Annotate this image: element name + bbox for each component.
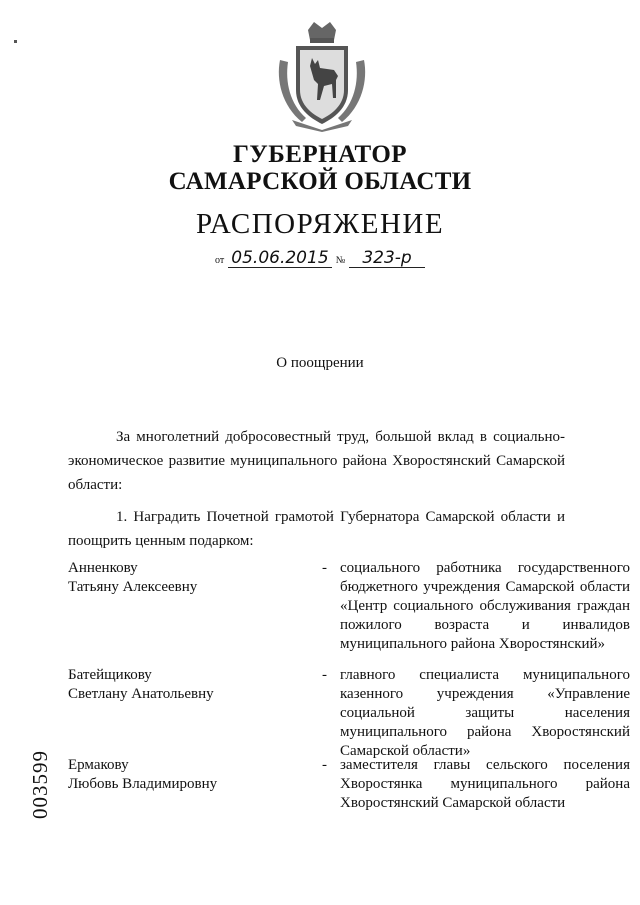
document-type: РАСПОРЯЖЕНИЕ <box>195 208 445 240</box>
dash-separator: - <box>322 667 327 683</box>
awardee-name <box>68 559 248 597</box>
awardee-position: главного специалиста муниципального казенного учреждения «Управление социальной защиты населения муниципального района Хворостянский Самарской области» <box>340 667 630 759</box>
document-subject: О поощрении <box>276 355 364 371</box>
dash-separator: - <box>322 757 327 773</box>
intro-paragraph: За многолетний добросовестный труд, большой вклад в социально-экономическое развитие муниципального района Хворостянский Самарской области: <box>68 429 565 493</box>
awardee-surname: Батейщикову <box>68 667 152 683</box>
coat-of-arms-emblem <box>276 20 368 132</box>
awardee-given-names: Светлану Анатольевну <box>68 686 214 702</box>
region-title: САМАРСКОЙ ОБЛАСТИ <box>168 168 472 195</box>
document-number: 323-р <box>349 249 425 268</box>
governor-title: ГУБЕРНАТОР <box>232 141 408 168</box>
date-prefix: от <box>214 255 225 266</box>
item-1-paragraph: 1. Наградить Почетной грамотой Губернатора Самарской области и поощрить ценным подарком: <box>68 509 565 549</box>
dash-separator: - <box>322 560 327 576</box>
serial-number-stamp: 003599 <box>28 750 52 819</box>
awardee-given-names: Татьяну Алексеевну <box>68 579 198 595</box>
scan-mark <box>14 40 17 43</box>
number-sign: № <box>335 255 346 266</box>
date-number-line <box>0 249 640 268</box>
awardee-surname: Анненкову <box>68 560 138 576</box>
awardee-name <box>68 666 248 704</box>
document-date: 05.06.2015 <box>228 249 332 268</box>
awardee-given-names: Любовь Владимировну <box>68 776 218 792</box>
awardee-surname: Ермакову <box>68 757 129 773</box>
awardee-position: заместителя главы сельского поселения Хворостянка муниципального района Хворостянский Самарской области <box>340 757 630 811</box>
awardee-name <box>68 756 248 794</box>
awardee-position: социального работника государственного бюджетного учреждения Самарской области «Центр социального обслуживания граждан пожилого возраста и инвалидов муниципального района Хворостянский» <box>340 560 630 652</box>
